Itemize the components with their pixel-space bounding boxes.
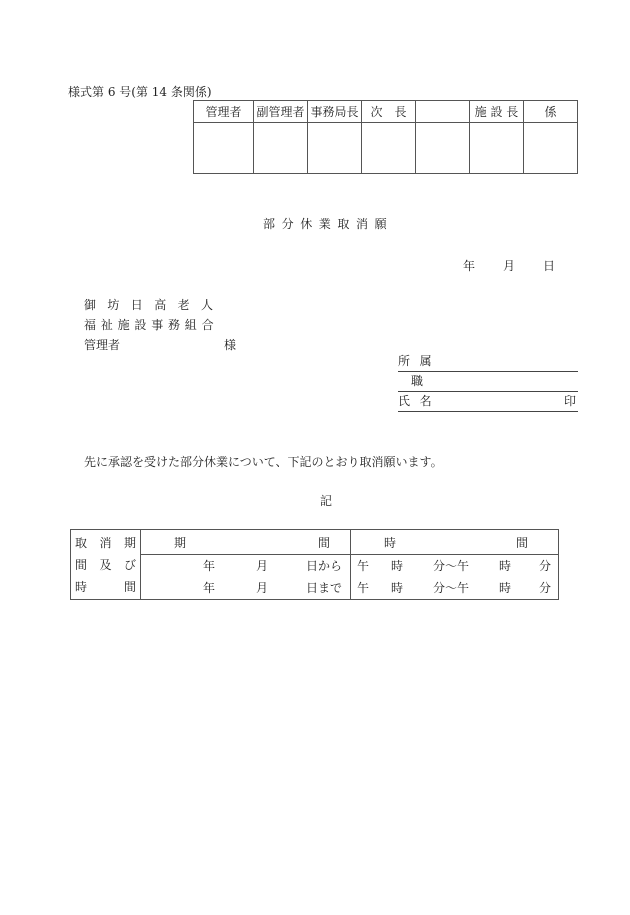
period-dates-cell[interactable] <box>141 555 351 600</box>
position-label: 職 <box>411 374 433 388</box>
approval-header-deputy-director: 次 長 <box>362 101 416 123</box>
approval-header-blank <box>416 101 470 123</box>
approval-header-secretary-general: 事務局長 <box>308 101 362 123</box>
position-field[interactable] <box>398 373 578 392</box>
end-end-hour-label: 時 <box>499 581 512 595</box>
start-hour-label: 時 <box>391 559 404 573</box>
stamp-cell-manager[interactable] <box>194 123 254 174</box>
applicant-block <box>398 353 578 413</box>
end-day-suffix: 日まで <box>306 581 343 595</box>
period-header-times <box>351 530 559 555</box>
approval-header-deputy-manager: 副管理者 <box>254 101 308 123</box>
addressee-title: 管理者 <box>84 338 121 352</box>
name-label: 氏名 <box>398 394 442 408</box>
approval-header-facility-director: 施 設 長 <box>470 101 524 123</box>
stamp-cell-staff[interactable] <box>524 123 578 174</box>
approval-header-staff: 係 <box>524 101 578 123</box>
date-year-label: 年 <box>463 259 476 273</box>
stamp-cell-deputy-manager[interactable] <box>254 123 308 174</box>
request-body-text: 先に承認を受けた部分休業について、下記のとおり取消願います。 <box>84 455 443 469</box>
form-number: 様式第 6 号(第 14 条関係) <box>68 85 212 99</box>
end-hour-label: 時 <box>391 581 404 595</box>
end-year-label: 年 <box>203 581 216 595</box>
start-time-row[interactable] <box>351 555 558 577</box>
ki-heading: 記 <box>320 494 333 508</box>
end-date-row[interactable] <box>141 577 350 599</box>
date-month-label: 月 <box>503 259 516 273</box>
stamp-cell-secretary-general[interactable] <box>308 123 362 174</box>
stamp-cell-facility-director[interactable] <box>470 123 524 174</box>
cancellation-period-table <box>70 529 559 600</box>
period-times-cell[interactable] <box>351 555 559 600</box>
start-end-hour-label: 時 <box>499 559 512 573</box>
name-field[interactable] <box>398 393 578 412</box>
addressee-block <box>84 295 244 355</box>
addressee-line-2: 福祉施設事務組合 <box>84 318 219 332</box>
end-minute-to-label: 分～午 <box>433 581 470 595</box>
addressee-honorific: 様 <box>224 338 237 352</box>
start-end-minute-label: 分 <box>539 559 552 573</box>
addressee-line-3 <box>84 335 244 355</box>
period-row-label-line-2: 間 及 び <box>75 557 136 572</box>
period-header-dates <box>141 530 351 555</box>
start-date-row[interactable] <box>141 555 350 577</box>
addressee-line-1: 御坊日高老人 <box>84 298 225 312</box>
stamp-cell-deputy-director[interactable] <box>362 123 416 174</box>
period-header-kan: 間 <box>317 535 330 550</box>
period-row-label-line-3: 時 間 <box>75 579 136 594</box>
start-year-label: 年 <box>203 559 216 573</box>
seal-label: 印 <box>563 394 576 408</box>
stamp-cell-blank[interactable] <box>416 123 470 174</box>
period-row-label-line-1: 取 消 期 <box>75 535 136 550</box>
approval-stamp-table <box>193 100 578 174</box>
start-ampm-1: 午 <box>357 559 370 573</box>
end-month-label: 月 <box>256 581 269 595</box>
affiliation-field[interactable] <box>398 353 578 372</box>
date-line[interactable] <box>463 257 555 274</box>
start-month-label: 月 <box>256 559 269 573</box>
period-row-label <box>71 530 141 600</box>
end-time-row[interactable] <box>351 577 558 599</box>
start-day-suffix: 日から <box>306 559 343 573</box>
approval-header-manager: 管理者 <box>194 101 254 123</box>
document-title: 部分休業取消願 <box>263 217 394 231</box>
end-end-minute-label: 分 <box>539 581 552 595</box>
end-ampm-1: 午 <box>357 581 370 595</box>
time-header-kan: 間 <box>515 535 528 550</box>
time-header-ji: 時 <box>384 535 397 550</box>
date-day-label: 日 <box>543 259 556 273</box>
affiliation-label: 所属 <box>398 354 442 368</box>
start-minute-to-label: 分～午 <box>433 559 470 573</box>
period-header-ki: 期 <box>174 535 187 550</box>
